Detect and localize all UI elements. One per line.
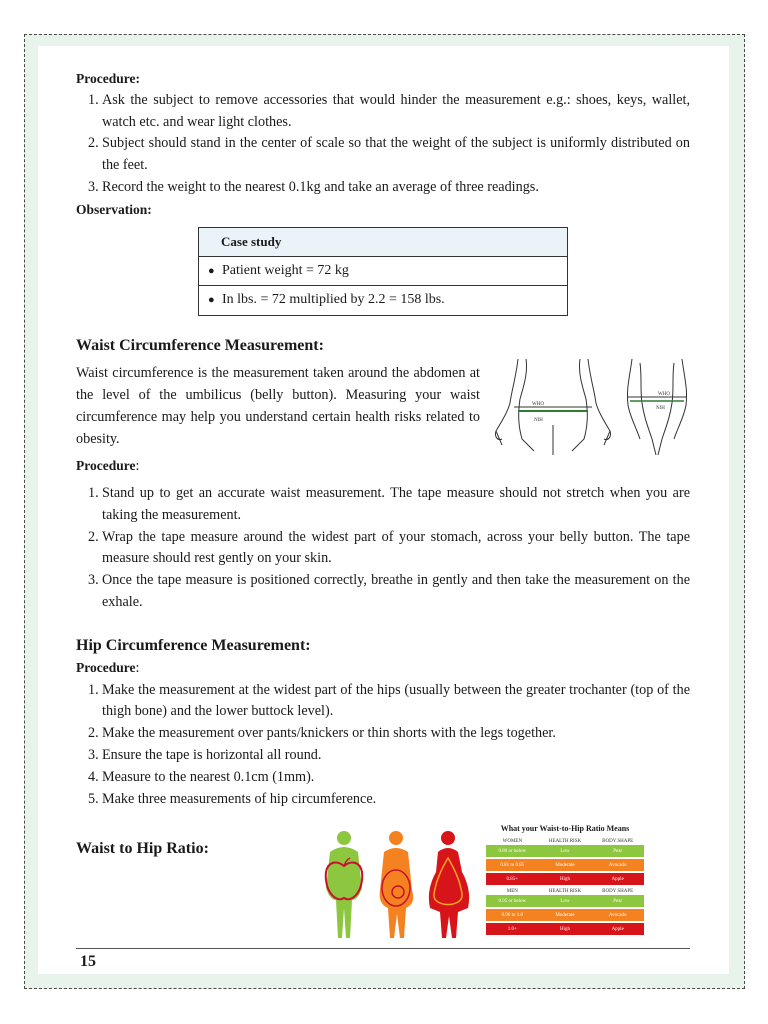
- apple-figure: [326, 831, 363, 938]
- page-content: [76, 68, 690, 810]
- page-number: 15: [80, 953, 96, 970]
- list-item: 2. Make the measurement over pants/knickers or thin shorts with the legs together.: [88, 725, 556, 742]
- who-label-2: WHO: [658, 392, 670, 398]
- chart-title: What your Waist-to-Hip Ratio Means: [500, 824, 630, 833]
- page: [38, 46, 729, 974]
- list-item: 5. Make three measurements of hip circumference.: [88, 790, 377, 807]
- waist-intro-text: Waist circumference is the measurement taken around the abdomen at the level of the umbilicus (belly button). Measuring your waist circumference may help you understand certain health risks related to obesity.: [76, 365, 480, 447]
- who-label: WHO: [532, 402, 544, 408]
- list-item: 3. Ensure the tape is horizontal all round.: [88, 746, 322, 763]
- hip-procedure-list: [76, 680, 690, 811]
- list-item: 1. Make the measurement at the widest part of the hips (usually between the greater trochanter (top of the thigh bone) and the lower buttock level).: [88, 681, 690, 720]
- men-row: 0.95 or below Low Pear: [486, 895, 644, 907]
- waist-procedure-list: [76, 483, 690, 614]
- list-item: 1. Stand up to get an accurate waist measurement. The tape measure should not stretch when you are taking the measurement.: [88, 484, 690, 523]
- women-row: 0.80 or below Low Pear: [486, 845, 644, 857]
- list-item: 1. Ask the subject to remove accessories that would hinder the measurement e.g.: shoes, keys, wallet, watch etc. and wear light clothes.: [88, 91, 690, 130]
- pear-figure: [429, 831, 469, 938]
- table-header: Case study: [199, 227, 568, 256]
- hip-heading: Hip Circumference Measurement:: [76, 636, 311, 654]
- procedure-heading: Procedure:: [76, 71, 140, 86]
- table-row: ● In lbs. = 72 multiplied by 2.2 = 158 lbs.: [199, 286, 568, 316]
- nih-label: NIH: [534, 418, 543, 424]
- case-study-table: [198, 227, 568, 317]
- weight-procedure-list: [76, 90, 690, 199]
- whr-heading: Waist to Hip Ratio:: [76, 840, 209, 857]
- waist-heading: Waist Circumference Measurement:: [76, 337, 324, 355]
- women-row: 0.81 to 0.85 Moderate Avocado: [486, 859, 644, 871]
- body-shape-figures: [320, 828, 480, 940]
- waist-intro-section: [76, 363, 690, 455]
- men-row: 1.0+ High Apple: [486, 923, 644, 935]
- waist-procedure-heading: Procedure:: [76, 458, 140, 475]
- waist-measurement-figure: [492, 355, 692, 457]
- list-item: 2. Subject should stand in the center of scale so that the weight of the subject is uniformly distributed on the feet.: [88, 135, 690, 174]
- list-item: 4. Measure to the nearest 0.1cm (1mm).: [88, 768, 315, 785]
- table-row: ● Patient weight = 72 kg: [199, 256, 568, 286]
- whr-chart: [486, 824, 644, 937]
- observation-heading: Observation:: [76, 201, 152, 217]
- men-header: MEN HEALTH RISK BODY SHAPE: [506, 888, 634, 894]
- list-item: 3. Once the tape measure is positioned correctly, breathe in gently and then take the measurement on the exhale.: [88, 572, 690, 610]
- hip-procedure-heading: Procedure:: [76, 659, 140, 676]
- women-row: 0.85+ High Apple: [486, 873, 644, 885]
- list-item: 2. Wrap the tape measure around the widest part of your stomach, across your belly button. The tape measure should rest gently on your skin.: [88, 528, 690, 567]
- list-item: 3. Record the weight to the nearest 0.1kg and take an average of three readings.: [88, 178, 539, 195]
- footer-divider: [76, 948, 690, 949]
- avocado-figure: [380, 831, 413, 938]
- nih-label-2: NIH: [656, 406, 665, 412]
- women-header: WOMEN HEALTH RISK BODY SHAPE: [502, 838, 634, 844]
- men-row: 0.96 to 1.0 Moderate Avocado: [486, 909, 644, 921]
